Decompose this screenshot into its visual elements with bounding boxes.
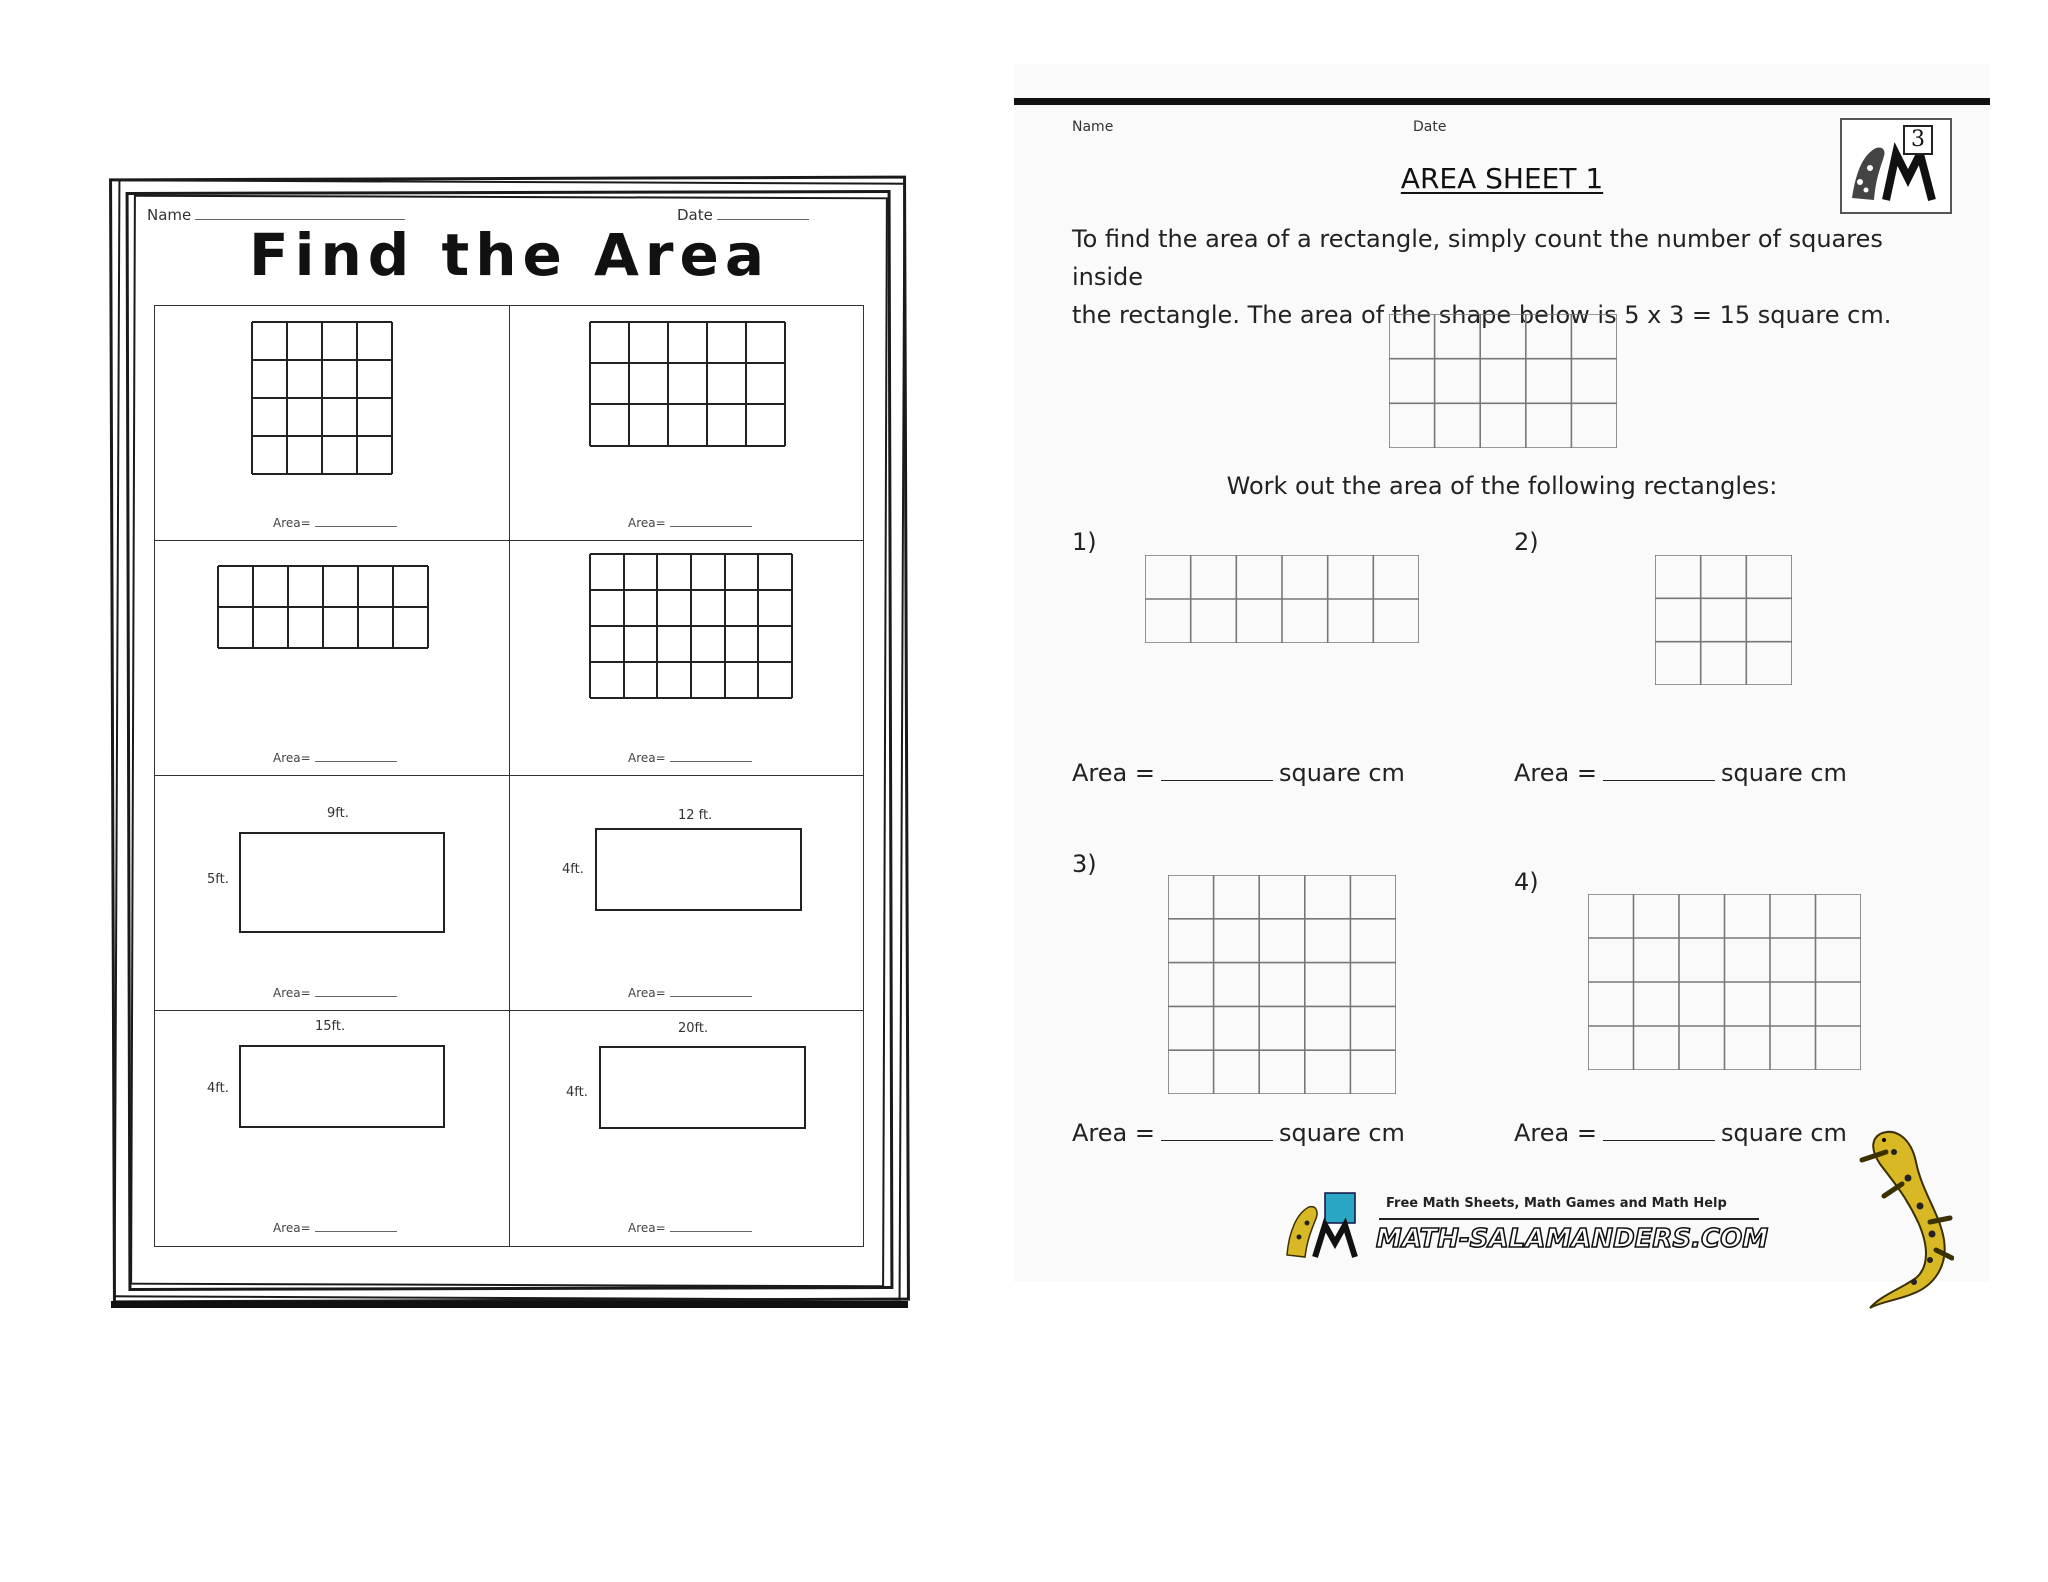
area-answer: Area= [628, 751, 752, 765]
side-dimension: 4ft. [207, 1081, 229, 1096]
problem-4-answer: Area = square cm [1514, 1119, 1847, 1147]
grid-6x2 [218, 566, 428, 648]
answer-blank[interactable] [1161, 1120, 1273, 1141]
date-label: Date [677, 206, 713, 224]
problem-cell-4 [509, 540, 864, 776]
problem-cell-2 [509, 305, 864, 541]
problem-cell-5 [154, 775, 510, 1011]
date-label: Date [1413, 119, 1447, 135]
top-dimension: 15ft. [315, 1019, 346, 1034]
area-answer: Area= [273, 751, 397, 765]
problem-cell-1 [154, 305, 510, 541]
intro-line-1: To find the area of a rectangle, simply count the number of squares inside [1072, 225, 1883, 291]
side-dimension: 4ft. [562, 862, 584, 877]
top-dimension: 9ft. [327, 806, 349, 821]
rectangle [599, 1046, 806, 1129]
side-dimension: 4ft. [566, 1085, 588, 1100]
area-answer: Area= [628, 1221, 752, 1235]
problem-2-label: 2) [1514, 528, 1539, 556]
answer-blank[interactable] [1161, 760, 1273, 781]
instruction: Work out the area of the following rectangles: [1226, 472, 1778, 500]
side-dimension: 5ft. [207, 872, 229, 887]
problem-3-answer: Area = square cm [1072, 1119, 1405, 1147]
rectangle [239, 1045, 445, 1128]
area-sheet-1-worksheet [1014, 64, 1990, 1282]
problem-cell-3 [154, 540, 510, 776]
problem-1-answer: Area = square cm [1072, 759, 1405, 787]
answer-blank[interactable] [1603, 1120, 1715, 1141]
name-label: Name [147, 206, 192, 224]
footer-salamander-icon [1279, 1189, 1375, 1259]
area-answer: Area= [273, 516, 397, 530]
example-grid-5x3 [1389, 314, 1617, 448]
area-answer: Area= [273, 1221, 397, 1235]
problem-cell-8 [509, 1010, 864, 1247]
answer-blank[interactable] [1603, 760, 1715, 781]
salamander-illustration [1850, 1122, 1954, 1312]
problem-table [154, 305, 864, 1247]
rectangle [239, 832, 445, 933]
top-dimension: 20ft. [678, 1021, 709, 1036]
area-answer: Area= [628, 986, 752, 1000]
grid-6x4 [590, 554, 792, 698]
sheet-title: AREA SHEET 1 [1400, 162, 1604, 195]
bottom-bar [111, 1301, 908, 1308]
name-label: Name [1072, 119, 1114, 135]
grade-number: 3 [1911, 127, 1925, 152]
problem-1-grid-6x2 [1145, 555, 1419, 643]
footer-brand: MATH-SALAMANDERS.COM [1376, 1224, 1769, 1254]
footer-tagline: Free Math Sheets, Math Games and Math Help [1386, 1196, 1727, 1211]
problem-3-label: 3) [1072, 850, 1097, 878]
top-rule [1014, 98, 1990, 105]
area-answer: Area= [273, 986, 397, 1000]
rectangle [595, 828, 802, 911]
problem-cell-6 [509, 775, 864, 1011]
footer-rule [1379, 1218, 1759, 1220]
problem-cell-7 [154, 1010, 510, 1247]
top-dimension: 12 ft. [678, 808, 713, 823]
page-title: Find the Area [248, 221, 770, 289]
grid-5x3 [590, 322, 785, 446]
find-the-area-worksheet [111, 177, 908, 1308]
problem-2-answer: Area = square cm [1514, 759, 1847, 787]
problem-1-label: 1) [1072, 528, 1097, 556]
problem-4-grid-6x4 [1588, 894, 1861, 1070]
problem-4-label: 4) [1514, 868, 1539, 896]
problem-3-grid-5x5 [1168, 875, 1396, 1094]
intro-line-2: the rectangle. The area of the shape below is 5 x 3 = 15 square cm. [1072, 301, 1892, 329]
grid-4x4 [252, 322, 392, 474]
problem-2-grid-3x3 [1655, 555, 1792, 685]
area-answer: Area= [628, 516, 752, 530]
